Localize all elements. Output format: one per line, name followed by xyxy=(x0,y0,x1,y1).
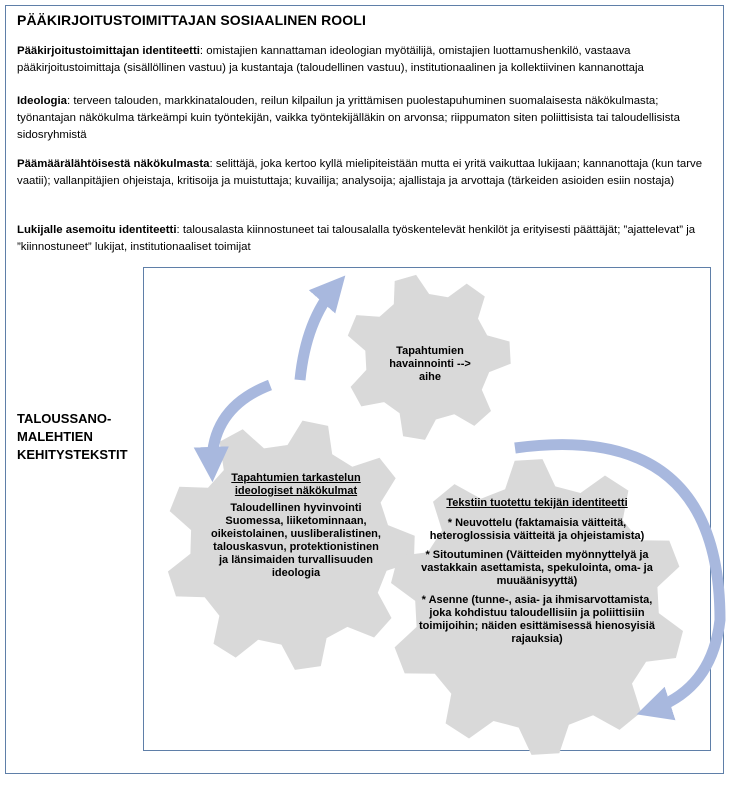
paragraph-label: Päämäärälähtöisestä näkökulmasta xyxy=(17,158,210,170)
side-label: TALOUSSANO-MALEHTIEN KEHITYSTEKSTIT xyxy=(17,411,128,462)
gear-right-item: * Asenne (tunne-, asia- ja ihmisarvottamista, joka kohdistuu taloudellisiin ja poliittisiin toimijoihin; näiden esittämisessä hienosyisiä rajauksia) xyxy=(419,594,655,645)
gear-right-text xyxy=(413,497,661,652)
paragraph-text: : talousalasta kiinnostuneet tai talousalalla työskentelevät henkilöt ja erityisesti päättäjät; ”ajattelevat” ja ”kiinnostuneet” lukijat, institutionaaliset toimijat xyxy=(17,224,696,253)
arrow-top-curve xyxy=(300,286,336,380)
paragraph-text: : omistajien kannattaman ideologian myötäilijä, omistajien luottamushenkilö, vastaava pääkirjoitustoimittaja (sisällöllinen vastuu) ja kustantaja (taloudellinen vastuu), institutionaalinen ja kollektiivinen kannanottaja xyxy=(17,45,644,74)
gear-left-text xyxy=(210,472,382,580)
paragraph-text: : selittäjä, joka kertoo kyllä mielipiteistään mutta ei yritä vaikuttaa lukijaan; kannanottaja (kun tarve vaatii); vallanpitäjien ohjeistaja, kritisoija ja muistuttaja; kuvailija; analysoija; ajallistaja ja arvottaja (tärkeiden asioiden esiin nostaja) xyxy=(17,158,703,187)
paragraph-label: Lukijalle asemoitu identiteetti xyxy=(17,224,177,236)
paragraph-label: Pääkirjoitustoimittajan identiteetti xyxy=(17,45,200,57)
gear-left-heading: Tapahtumien tarkastelun ideologiset näkökulmat xyxy=(231,472,361,497)
gear-right-item: * Sitoutuminen (Väitteiden myönnyttelyä ja vastakkain asettamista, spekulointa, oma- ja muuäänisyyttä) xyxy=(421,549,653,587)
paragraph-label: Ideologia xyxy=(17,95,67,107)
gear-right-heading: Tekstiin tuotettu tekijän identiteetti xyxy=(446,497,628,509)
gear-top-text: Tapahtumien havainnointi --> aihe xyxy=(389,345,471,383)
gear-left-body: Taloudellinen hyvinvointi Suomessa, liiketominnaan, oikeistolainen, uusliberalistinen, talouskasvun, protektionistinen ja länsimaiden turvallisuuden ideologia xyxy=(211,502,381,579)
page-title: PÄÄKIRJOITUSTOIMITTAJAN SOSIAALINEN ROOLI xyxy=(17,12,366,28)
gear-right-item: * Neuvottelu (faktamaisia väitteitä, heteroglossisia väitteitä ja ohjeistamista) xyxy=(429,517,645,542)
paragraph-text: : terveen talouden, markkinatalouden, reilun kilpailun ja yrittämisen puolestapuhuminen suomalaisesta näkökulmasta; työnantajan näkökulma tärkeämpi kuin työntekijän, vaikka työntekijälläkin on arvonsa; riippumaton siten poliittisista tai taloudellisista sidosryhmistä xyxy=(17,95,680,141)
